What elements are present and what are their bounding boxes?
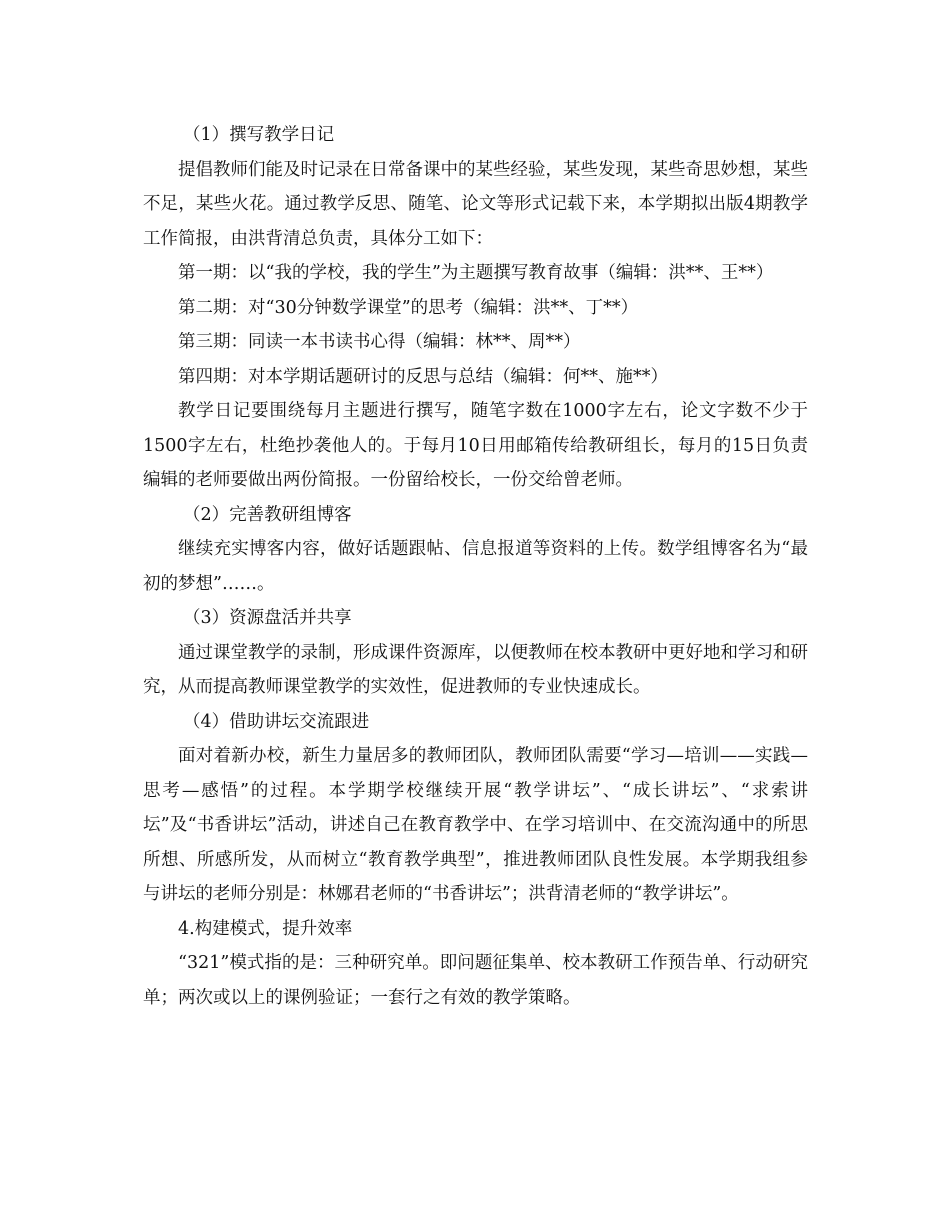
issue-item-1: 第一期：以“我的学校，我的学生”为主题撰写教育故事（编辑：洪**、王**） (178, 263, 774, 283)
paragraph-resources: 通过课堂教学的录制，形成课件资源库，以便教师在校本教研中更好地和学习和研究，从而提高教师课堂教学的实效性，促进教师的专业快速成长。 (143, 642, 808, 697)
paragraph-forum: 面对着新办校，新生力量居多的教师团队，教师团队需要“学习—培训——实践—思考—感悟”的过程。本学期学校继续开展“教学讲坛”、“成长讲坛”、“求索讲坛”及“书香讲坛”活动，讲述自己在教育教学中、在学习培训中、在交流沟通中的所思所想、所感所发，从而树立“教育教学典型”，推进教师团队良性发展。本学期我组参与讲坛的老师分别是：林娜君老师的“书香讲坛”；洪背清老师的“教学讲坛”。 (143, 746, 808, 904)
section-heading-teaching-diary: （1）撰写教学日记 (183, 125, 335, 145)
section-heading-resources: （3）资源盘活并共享 (183, 608, 352, 628)
paragraph-diary-requirements: 教学日记要围绕每月主题进行撰写，随笔字数在1000字左右，论文字数不少于1500字左右，杜绝抄袭他人的。于每月10日用邮箱传给教研组长，每月的15日负责编辑的老师要做出两份简报。一份留给校长，一份交给曾老师。 (143, 401, 808, 490)
section-heading-model: 4.构建模式，提升效率 (178, 918, 353, 939)
issue-item-2: 第二期：对“30分钟数学课堂”的思考（编辑：洪**、丁**） (178, 297, 639, 318)
issue-item-3: 第三期：同读一本书读书心得（编辑：林**、周**） (178, 332, 581, 352)
paragraph-model: “321”模式指的是：三种研究单。即问题征集单、校本教研工作预告单、行动研究单；两次或以上的课例验证；一套行之有效的教学策略。 (143, 953, 808, 1008)
paragraph-blog: 继续充实博客内容，做好话题跟帖、信息报道等资料的上传。数学组博客名为“最初的梦想”……。 (143, 539, 808, 594)
section-heading-blog: （2）完善教研组博客 (183, 504, 352, 525)
section-heading-forum: （4）借助讲坛交流跟进 (183, 711, 370, 732)
document-page (143, 118, 808, 1015)
paragraph-diary-intro: 提倡教师们能及时记录在日常备课中的某些经验，某些发现，某些奇思妙想，某些不足，某些火花。通过教学反思、随笔、论文等形式记载下来，本学期拟出版4期教学工作简报，由洪背清总负责，具体分工如下： (143, 159, 808, 249)
issue-item-4: 第四期：对本学期话题研讨的反思与总结（编辑：何**、施**） (178, 366, 668, 387)
